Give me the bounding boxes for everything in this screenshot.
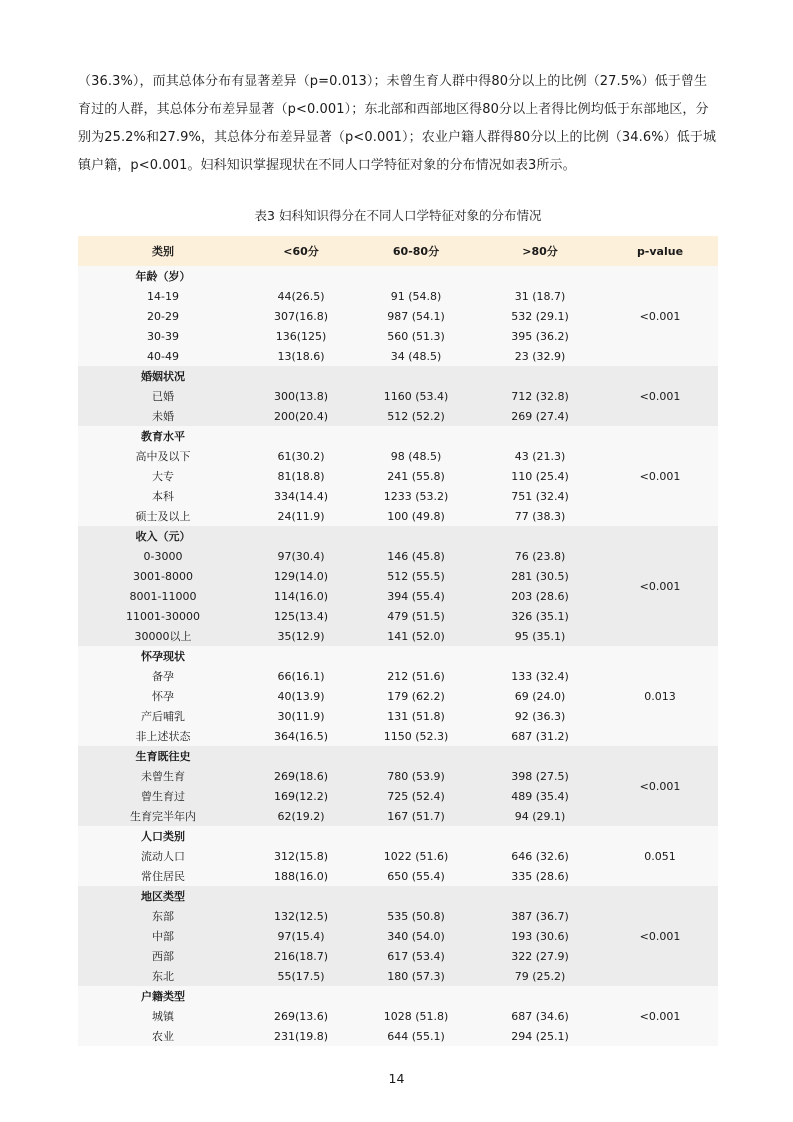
cell-below-60: 300(13.8)	[248, 386, 354, 406]
cell-60-80: 131 (51.8)	[354, 706, 478, 726]
table-group	[78, 526, 718, 646]
empty-cell	[478, 826, 602, 846]
group-title-row	[78, 646, 718, 666]
cell-60-80: 91 (54.8)	[354, 286, 478, 306]
cell-below-60: 231(19.8)	[248, 1026, 354, 1046]
empty-cell	[248, 366, 354, 386]
table-group	[78, 426, 718, 526]
header-p-value: p-value	[602, 236, 718, 266]
cell-above-80: 94 (29.1)	[478, 806, 602, 826]
cell-60-80: 650 (55.4)	[354, 866, 478, 886]
empty-cell	[478, 426, 602, 446]
group-p-value: <0.001	[602, 366, 718, 426]
row-label: 西部	[78, 946, 248, 966]
cell-above-80: 335 (28.6)	[478, 866, 602, 886]
empty-cell	[354, 746, 478, 766]
cell-below-60: 24(11.9)	[248, 506, 354, 526]
cell-below-60: 136(125)	[248, 326, 354, 346]
intro-line: （36.3%），而其总体分布有显著差异（p=0.013）；未曾生育人群中得80分以上的比例（27.5%）低于曾生	[78, 74, 708, 89]
empty-cell	[354, 886, 478, 906]
cell-above-80: 294 (25.1)	[478, 1026, 602, 1046]
cell-below-60: 55(17.5)	[248, 966, 354, 986]
group-title-row	[78, 426, 718, 446]
row-label: 30000以上	[78, 626, 248, 646]
row-label: 30-39	[78, 326, 248, 346]
table-group	[78, 266, 718, 366]
cell-60-80: 1022 (51.6)	[354, 846, 478, 866]
intro-line: 镇户籍，p<0.001。妇科知识掌握现状在不同人口学特征对象的分布情况如表3所示。	[78, 158, 576, 173]
table-caption: 表3 妇科知识得分在不同人口学特征对象的分布情况	[254, 208, 542, 223]
cell-above-80: 76 (23.8)	[478, 546, 602, 566]
row-label: 大专	[78, 466, 248, 486]
page-number: 14	[388, 1071, 405, 1086]
header-category: 类别	[78, 236, 248, 266]
group-title-row	[78, 826, 718, 846]
group-p-value: <0.001	[602, 986, 718, 1046]
distribution-table	[78, 236, 718, 1046]
group-title: 年龄（岁）	[78, 266, 248, 286]
cell-above-80: 646 (32.6)	[478, 846, 602, 866]
cell-above-80: 398 (27.5)	[478, 766, 602, 786]
cell-below-60: 269(13.6)	[248, 1006, 354, 1026]
table-group	[78, 746, 718, 826]
cell-below-60: 114(16.0)	[248, 586, 354, 606]
empty-cell	[248, 986, 354, 1006]
group-title: 怀孕现状	[78, 646, 248, 666]
group-p-value: <0.001	[602, 746, 718, 826]
row-label: 东北	[78, 966, 248, 986]
row-label: 中部	[78, 926, 248, 946]
group-title-row	[78, 266, 718, 286]
cell-below-60: 169(12.2)	[248, 786, 354, 806]
row-label: 未婚	[78, 406, 248, 426]
cell-60-80: 340 (54.0)	[354, 926, 478, 946]
cell-60-80: 34 (48.5)	[354, 346, 478, 366]
table-group	[78, 366, 718, 426]
table-group	[78, 646, 718, 746]
cell-60-80: 167 (51.7)	[354, 806, 478, 826]
group-p-value: <0.001	[602, 426, 718, 526]
empty-cell	[478, 366, 602, 386]
cell-below-60: 97(15.4)	[248, 926, 354, 946]
cell-below-60: 312(15.8)	[248, 846, 354, 866]
cell-above-80: 687 (31.2)	[478, 726, 602, 746]
cell-below-60: 216(18.7)	[248, 946, 354, 966]
group-title-row	[78, 886, 718, 906]
cell-60-80: 617 (53.4)	[354, 946, 478, 966]
row-label: 产后哺乳	[78, 706, 248, 726]
row-label: 20-29	[78, 306, 248, 326]
empty-cell	[354, 526, 478, 546]
table-header	[78, 236, 718, 266]
empty-cell	[354, 826, 478, 846]
group-title: 收入（元）	[78, 526, 248, 546]
row-label: 备孕	[78, 666, 248, 686]
cell-above-80: 203 (28.6)	[478, 586, 602, 606]
cell-above-80: 43 (21.3)	[478, 446, 602, 466]
cell-60-80: 535 (50.8)	[354, 906, 478, 926]
row-label: 流动人口	[78, 846, 248, 866]
cell-60-80: 212 (51.6)	[354, 666, 478, 686]
group-title-row	[78, 746, 718, 766]
group-p-value: <0.001	[602, 886, 718, 986]
empty-cell	[248, 526, 354, 546]
cell-60-80: 1233 (53.2)	[354, 486, 478, 506]
cell-60-80: 512 (52.2)	[354, 406, 478, 426]
cell-above-80: 69 (24.0)	[478, 686, 602, 706]
row-label: 曾生育过	[78, 786, 248, 806]
cell-60-80: 1160 (53.4)	[354, 386, 478, 406]
group-title: 户籍类型	[78, 986, 248, 1006]
row-label: 40-49	[78, 346, 248, 366]
header-above-80: >80分	[478, 236, 602, 266]
cell-above-80: 326 (35.1)	[478, 606, 602, 626]
row-label: 农业	[78, 1026, 248, 1046]
row-label: 14-19	[78, 286, 248, 306]
cell-below-60: 125(13.4)	[248, 606, 354, 626]
cell-below-60: 334(14.4)	[248, 486, 354, 506]
empty-cell	[354, 266, 478, 286]
cell-60-80: 141 (52.0)	[354, 626, 478, 646]
empty-cell	[354, 426, 478, 446]
group-title: 地区类型	[78, 886, 248, 906]
empty-cell	[354, 366, 478, 386]
cell-below-60: 40(13.9)	[248, 686, 354, 706]
group-title-row	[78, 986, 718, 1006]
cell-above-80: 77 (38.3)	[478, 506, 602, 526]
cell-above-80: 110 (25.4)	[478, 466, 602, 486]
cell-60-80: 1150 (52.3)	[354, 726, 478, 746]
empty-cell	[354, 986, 478, 1006]
cell-above-80: 133 (32.4)	[478, 666, 602, 686]
table-group	[78, 886, 718, 986]
row-label: 0-3000	[78, 546, 248, 566]
cell-above-80: 193 (30.6)	[478, 926, 602, 946]
group-p-value: <0.001	[602, 526, 718, 646]
group-title-row	[78, 526, 718, 546]
row-label: 生育完半年内	[78, 806, 248, 826]
group-title: 生育既往史	[78, 746, 248, 766]
cell-above-80: 532 (29.1)	[478, 306, 602, 326]
cell-below-60: 132(12.5)	[248, 906, 354, 926]
group-title: 人口类别	[78, 826, 248, 846]
cell-below-60: 269(18.6)	[248, 766, 354, 786]
cell-above-80: 281 (30.5)	[478, 566, 602, 586]
cell-60-80: 725 (52.4)	[354, 786, 478, 806]
cell-60-80: 241 (55.8)	[354, 466, 478, 486]
intro-paragraph	[78, 68, 718, 180]
cell-below-60: 62(19.2)	[248, 806, 354, 826]
cell-below-60: 66(16.1)	[248, 666, 354, 686]
empty-cell	[248, 826, 354, 846]
cell-below-60: 81(18.8)	[248, 466, 354, 486]
group-p-value: 0.013	[602, 646, 718, 746]
group-title-row	[78, 366, 718, 386]
row-label: 东部	[78, 906, 248, 926]
cell-above-80: 322 (27.9)	[478, 946, 602, 966]
table-group	[78, 826, 718, 886]
cell-below-60: 61(30.2)	[248, 446, 354, 466]
empty-cell	[478, 646, 602, 666]
group-title: 婚姻状况	[78, 366, 248, 386]
row-label: 已婚	[78, 386, 248, 406]
cell-above-80: 92 (36.3)	[478, 706, 602, 726]
intro-line: 育过的人群，其总体分布差异显著（p<0.001）；东北部和西部地区得80分以上者得比例均低于东部地区，分	[78, 102, 709, 117]
empty-cell	[478, 746, 602, 766]
empty-cell	[478, 266, 602, 286]
header-row	[78, 236, 718, 266]
cell-above-80: 712 (32.8)	[478, 386, 602, 406]
row-label: 本科	[78, 486, 248, 506]
cell-below-60: 200(20.4)	[248, 406, 354, 426]
empty-cell	[248, 746, 354, 766]
row-label: 8001-11000	[78, 586, 248, 606]
empty-cell	[248, 646, 354, 666]
cell-above-80: 23 (32.9)	[478, 346, 602, 366]
cell-above-80: 95 (35.1)	[478, 626, 602, 646]
cell-60-80: 1028 (51.8)	[354, 1006, 478, 1026]
cell-60-80: 394 (55.4)	[354, 586, 478, 606]
cell-60-80: 780 (53.9)	[354, 766, 478, 786]
empty-cell	[248, 266, 354, 286]
group-p-value: <0.001	[602, 266, 718, 366]
intro-line: 别为25.2%和27.9%，其总体分布差异显著（p<0.001）；农业户籍人群得80分以上的比例（34.6%）低于城	[78, 130, 717, 145]
row-label: 怀孕	[78, 686, 248, 706]
cell-below-60: 129(14.0)	[248, 566, 354, 586]
group-p-value: 0.051	[602, 826, 718, 886]
cell-above-80: 687 (34.6)	[478, 1006, 602, 1026]
header-60-80: 60-80分	[354, 236, 478, 266]
cell-60-80: 180 (57.3)	[354, 966, 478, 986]
cell-below-60: 364(16.5)	[248, 726, 354, 746]
cell-above-80: 751 (32.4)	[478, 486, 602, 506]
cell-60-80: 98 (48.5)	[354, 446, 478, 466]
row-label: 硕士及以上	[78, 506, 248, 526]
cell-above-80: 489 (35.4)	[478, 786, 602, 806]
group-title: 教育水平	[78, 426, 248, 446]
row-label: 高中及以下	[78, 446, 248, 466]
empty-cell	[478, 886, 602, 906]
header-below-60: <60分	[248, 236, 354, 266]
row-label: 非上述状态	[78, 726, 248, 746]
cell-60-80: 100 (49.8)	[354, 506, 478, 526]
empty-cell	[478, 526, 602, 546]
cell-60-80: 512 (55.5)	[354, 566, 478, 586]
row-label: 未曾生育	[78, 766, 248, 786]
row-label: 城镇	[78, 1006, 248, 1026]
row-label: 常住居民	[78, 866, 248, 886]
empty-cell	[248, 886, 354, 906]
cell-above-80: 395 (36.2)	[478, 326, 602, 346]
cell-below-60: 97(30.4)	[248, 546, 354, 566]
empty-cell	[354, 646, 478, 666]
empty-cell	[478, 986, 602, 1006]
cell-below-60: 307(16.8)	[248, 306, 354, 326]
cell-60-80: 644 (55.1)	[354, 1026, 478, 1046]
cell-60-80: 987 (54.1)	[354, 306, 478, 326]
cell-60-80: 479 (51.5)	[354, 606, 478, 626]
cell-below-60: 44(26.5)	[248, 286, 354, 306]
empty-cell	[248, 426, 354, 446]
cell-above-80: 269 (27.4)	[478, 406, 602, 426]
cell-below-60: 13(18.6)	[248, 346, 354, 366]
cell-60-80: 560 (51.3)	[354, 326, 478, 346]
cell-60-80: 179 (62.2)	[354, 686, 478, 706]
cell-below-60: 30(11.9)	[248, 706, 354, 726]
table-group	[78, 986, 718, 1046]
cell-above-80: 387 (36.7)	[478, 906, 602, 926]
row-label: 3001-8000	[78, 566, 248, 586]
row-label: 11001-30000	[78, 606, 248, 626]
cell-60-80: 146 (45.8)	[354, 546, 478, 566]
cell-below-60: 188(16.0)	[248, 866, 354, 886]
cell-below-60: 35(12.9)	[248, 626, 354, 646]
cell-above-80: 79 (25.2)	[478, 966, 602, 986]
cell-above-80: 31 (18.7)	[478, 286, 602, 306]
